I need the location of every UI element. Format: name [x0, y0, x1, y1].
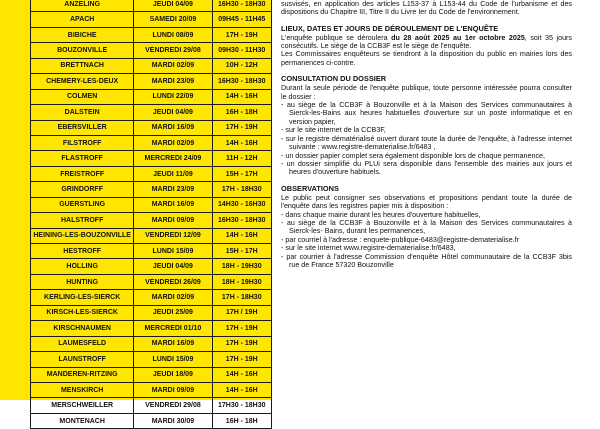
- date-cell: JEUDI 04/09: [134, 105, 212, 120]
- commune-cell: MONTENACH: [31, 413, 134, 428]
- date-cell: MERCREDI 24/09: [134, 151, 212, 166]
- schedule-row: [31, 105, 272, 120]
- schedule-row: [31, 0, 272, 12]
- lieux-paragraph: [281, 34, 572, 51]
- consultation-item: - au siège de la CCB3F à Bouzonville et à la Maison des Services communautaires à Sierck-les-Bains aux heures habituelles d'ouverture sur un poste informatique et en version papier,: [281, 101, 572, 126]
- schedule-row: [31, 321, 272, 336]
- hours-cell: 18H - 19H30: [212, 259, 271, 274]
- schedule-row: [31, 120, 272, 135]
- commune-cell: BRETTNACH: [31, 58, 134, 73]
- consultation-item: - un dossier papier complet sera également disponible lors de chaque permanence,: [281, 152, 572, 160]
- hours-cell: 17H - 19H: [212, 321, 271, 336]
- commune-cell: KIRSCHNAUMEN: [31, 321, 134, 336]
- observation-item: - au siège de la CCB3F à Bouzonville et à la Maison des Services communautaires à Sierck-les- Bains, durant les permanences,: [281, 219, 572, 236]
- date-cell: LUNDI 15/09: [134, 352, 212, 367]
- hours-cell: 14H - 16H: [212, 89, 271, 104]
- hours-cell: 16H30 - 18H30: [212, 74, 271, 89]
- schedule-row: [31, 398, 272, 413]
- commune-cell: HALSTROFF: [31, 213, 134, 228]
- commune-cell: EBERSVILLER: [31, 120, 134, 135]
- date-cell: LUNDI 22/09: [134, 89, 212, 104]
- date-cell: VENDREDI 26/09: [134, 274, 212, 289]
- lieux-text-post: , soit 35 jours consécutifs. Le siège de la CCB3F est le siège de l'enquête.: [281, 33, 572, 51]
- schedule-row: [31, 367, 272, 382]
- hours-cell: 17H - 18H30: [212, 290, 271, 305]
- hours-cell: 17H / 19H: [212, 305, 271, 320]
- section-heading-lieux: LIEUX, DATES ET JOURS DE DÉROULEMENT DE L'ENQUÊTE: [281, 23, 499, 33]
- date-cell: VENDREDI 12/09: [134, 228, 212, 243]
- schedule-row: [31, 27, 272, 42]
- observation-item: - par courrier à l'adresse Commission d'enquête Hôtel communautaire de la CCB3F 3bis rue de France 57320 Bouzonville: [281, 253, 572, 270]
- intro-paragraph: susvisés, en application des articles L153-37 à L153-44 du Code de l'urbanisme et des dispositions du Chapitre III, Titre II du Livre Ier du Code de l'environnement.: [281, 0, 572, 17]
- observation-item: - sur le site internet www.registre-dematerialise.fr/6483,: [281, 244, 572, 252]
- date-cell: MARDI 02/09: [134, 290, 212, 305]
- commune-cell: MENSKIRCH: [31, 382, 134, 397]
- commune-cell: BOUZONVILLE: [31, 43, 134, 58]
- schedule-row: [31, 244, 272, 259]
- date-cell: VENDREDI 29/08: [134, 398, 212, 413]
- schedule-row: [31, 228, 272, 243]
- consultation-intro: Durant la seule période de l'enquête publique, toute personne intéressée pourra consulter le dossier :: [281, 84, 572, 101]
- date-cell: MARDI 02/09: [134, 135, 212, 150]
- hours-cell: 16H - 18H: [212, 105, 271, 120]
- commune-cell: KIRSCH-LES-SIERCK: [31, 305, 134, 320]
- hours-cell: 15H - 17H: [212, 166, 271, 181]
- hours-cell: 17H - 19H: [212, 120, 271, 135]
- schedule-row: [31, 259, 272, 274]
- hours-cell: 16H30 - 18H30: [212, 0, 271, 12]
- hours-cell: 18H - 19H30: [212, 274, 271, 289]
- hours-cell: 09H45 - 11H45: [212, 12, 271, 27]
- date-cell: MARDI 30/09: [134, 413, 212, 428]
- section-heading-consultation: CONSULTATION DU DOSSIER: [281, 74, 387, 84]
- hours-cell: 17H30 - 18H30: [212, 398, 271, 413]
- hours-cell: 10H - 12H: [212, 58, 271, 73]
- date-cell: JEUDI 25/09: [134, 305, 212, 320]
- date-cell: MARDI 16/09: [134, 120, 212, 135]
- date-cell: MARDI 09/09: [134, 382, 212, 397]
- commune-cell: CHEMERY-LES-DEUX: [31, 74, 134, 89]
- schedule-row: [31, 58, 272, 73]
- schedule-row: [31, 274, 272, 289]
- consultation-item: - sur le registre dématérialisé ouvert durant toute la durée de l'enquête, à l'adresse internet suivante : www.registre-dematerialise.fr/6483 ,: [281, 135, 572, 152]
- commune-cell: MERSCHWEILLER: [31, 398, 134, 413]
- schedule-row: [31, 151, 272, 166]
- commune-cell: GUERSTLING: [31, 197, 134, 212]
- date-cell: MARDI 16/09: [134, 336, 212, 351]
- schedule-row: [31, 290, 272, 305]
- hours-cell: 11H - 12H: [212, 151, 271, 166]
- schedule-row: [31, 382, 272, 397]
- lieux-dates: du 28 août 2025 au 1er octobre 2025: [391, 33, 525, 42]
- notice-text: [272, 0, 572, 400]
- commune-cell: COLMEN: [31, 89, 134, 104]
- schedule-row: [31, 352, 272, 367]
- commune-cell: GRINDORFF: [31, 182, 134, 197]
- hours-cell: 14H - 16H: [212, 382, 271, 397]
- hours-cell: 14H30 - 16H30: [212, 197, 271, 212]
- schedule-row: [31, 135, 272, 150]
- date-cell: JEUDI 04/09: [134, 0, 212, 12]
- observation-item: - dans chaque mairie durant les heures d'ouverture habituelles,: [281, 211, 572, 219]
- schedule-row: [31, 12, 272, 27]
- hours-cell: 16H - 18H: [212, 413, 271, 428]
- schedule-row: [31, 336, 272, 351]
- hours-cell: 17H - 18H30: [212, 182, 271, 197]
- commune-cell: HOLLING: [31, 259, 134, 274]
- schedule-row: [31, 74, 272, 89]
- consultation-item: - sur le site internet de la CCB3F,: [281, 126, 572, 134]
- schedule-row: [31, 305, 272, 320]
- date-cell: MARDI 23/09: [134, 74, 212, 89]
- commune-cell: ANZELING: [31, 0, 134, 12]
- date-cell: MARDI 16/09: [134, 197, 212, 212]
- date-cell: VENDREDI 29/08: [134, 43, 212, 58]
- commune-cell: LAUNSTROFF: [31, 352, 134, 367]
- date-cell: JEUDI 11/09: [134, 166, 212, 181]
- schedule-row: [31, 89, 272, 104]
- commune-cell: HEINING-LES-BOUZONVILLE: [31, 228, 134, 243]
- commune-cell: FLASTROFF: [31, 151, 134, 166]
- hours-cell: 09H30 - 11H30: [212, 43, 271, 58]
- commune-cell: FREISTROFF: [31, 166, 134, 181]
- consultation-list: [281, 101, 572, 177]
- observations-list: [281, 211, 572, 270]
- lieux-paragraph-2: Les Commissaires enquêteurs se tiendront à la disposition du public en mairies lors des permanences ci-contre.: [281, 50, 572, 67]
- date-cell: SAMEDI 20/09: [134, 12, 212, 27]
- hours-cell: 16H30 - 18H30: [212, 213, 271, 228]
- commune-cell: FILSTROFF: [31, 135, 134, 150]
- date-cell: MARDI 23/09: [134, 182, 212, 197]
- date-cell: MARDI 09/09: [134, 213, 212, 228]
- date-cell: LUNDI 15/09: [134, 244, 212, 259]
- date-cell: JEUDI 18/09: [134, 367, 212, 382]
- hours-cell: 14H - 16H: [212, 228, 271, 243]
- observation-item: - par courriel à l'adresse : enquete-publique-6483@registre-dematerialise.fr: [281, 236, 572, 244]
- lieux-text-pre: L'enquête publique se déroulera: [281, 33, 392, 42]
- commune-cell: MANDEREN-RITZING: [31, 367, 134, 382]
- permanences-table: [30, 0, 272, 429]
- date-cell: MERCREDI 01/10: [134, 321, 212, 336]
- hours-cell: 17H - 19H: [212, 336, 271, 351]
- date-cell: LUNDI 08/09: [134, 27, 212, 42]
- commune-cell: DALSTEIN: [31, 105, 134, 120]
- hours-cell: 14H - 16H: [212, 367, 271, 382]
- date-cell: MARDI 02/09: [134, 58, 212, 73]
- commune-cell: LAUMESFELD: [31, 336, 134, 351]
- schedule-row: [31, 413, 272, 428]
- commune-cell: KERLING-LES-SIERCK: [31, 290, 134, 305]
- schedule-row: [31, 213, 272, 228]
- commune-cell: HESTROFF: [31, 244, 134, 259]
- observations-intro: Le public peut consigner ses observations et propositions pendant toute la durée de l'enquête dans les registres papier mis à disposition :: [281, 193, 572, 211]
- consultation-item: - un dossier simplifié du PLUi sera disponible dans l'ensemble des mairies aux jours et heures d'ouverture habituels.: [281, 160, 572, 177]
- schedule-row: [31, 197, 272, 212]
- hours-cell: 17H - 19H: [212, 352, 271, 367]
- date-cell: JEUDI 04/09: [134, 259, 212, 274]
- schedule-row: [31, 43, 272, 58]
- commune-cell: BIBICHE: [31, 27, 134, 42]
- commune-cell: APACH: [31, 12, 134, 27]
- schedule-panel: [0, 0, 272, 425]
- schedule-row: [31, 166, 272, 181]
- hours-cell: 17H - 19H: [212, 27, 271, 42]
- commune-cell: HUNTING: [31, 274, 134, 289]
- section-heading-observations: OBSERVATIONS: [281, 183, 339, 193]
- hours-cell: 15H - 17H: [212, 244, 271, 259]
- hours-cell: 14H - 16H: [212, 135, 271, 150]
- schedule-row: [31, 182, 272, 197]
